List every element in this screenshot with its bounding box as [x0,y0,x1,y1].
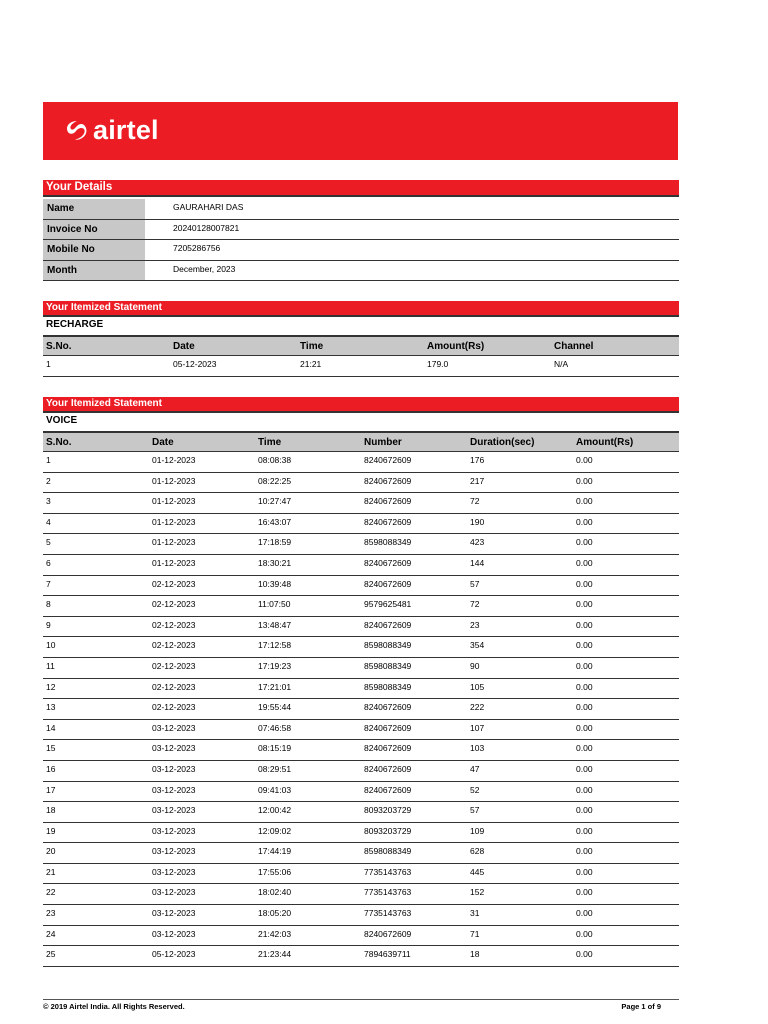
table-cell: 8240672609 [364,475,412,486]
table-cell: 222 [470,702,485,713]
table-cell: 7735143763 [364,908,412,919]
table-cell: 14 [46,722,56,733]
airtel-header-banner [43,102,678,160]
table-cell: 05-12-2023 [173,359,217,369]
table-cell: 176 [470,455,485,465]
table-cell: 03-12-2023 [152,908,196,919]
table-cell: 07:46:58 [258,722,292,733]
table-cell: 20 [46,846,56,857]
table-cell: 0.00 [576,825,593,836]
table-cell: 0.00 [576,928,593,939]
table-cell: 0.00 [576,846,593,857]
table-cell: 109 [470,825,485,836]
table-cell: 190 [470,516,485,527]
table-row [43,637,679,658]
table-row [43,555,679,576]
recharge-subtitle: RECHARGE [46,319,104,330]
table-cell: 17 [46,784,56,795]
details-value: 20240128007821 [173,222,240,233]
table-cell: 03-12-2023 [152,825,196,836]
table-cell: 5 [46,537,51,548]
table-cell: 01-12-2023 [152,475,196,486]
table-cell: 17:19:23 [258,660,292,671]
table-cell: 0.00 [576,743,593,754]
table-row [43,576,679,597]
table-row [43,658,679,679]
table-cell: 18 [470,949,480,960]
table-row [43,802,679,823]
table-cell: 1 [46,359,51,369]
table-cell: 8240672609 [364,455,412,465]
table-cell: 1 [46,455,51,465]
table-cell: 17:44:19 [258,846,292,857]
table-cell: 21:23:44 [258,949,292,960]
table-cell: 423 [470,537,485,548]
table-cell: 57 [470,805,480,816]
table-cell: 02-12-2023 [152,660,196,671]
column-header: Duration(sec) [470,437,535,448]
table-cell: 179.0 [427,359,449,369]
table-header [43,337,679,356]
table-cell: 03-12-2023 [152,866,196,877]
table-cell: 0.00 [576,496,593,507]
details-row [43,261,679,282]
table-row [43,699,679,720]
table-cell: 8240672609 [364,763,412,774]
table-cell: 17:18:59 [258,537,292,548]
table-cell: 0.00 [576,516,593,527]
table-cell: 8240672609 [364,702,412,713]
table-row [43,514,679,535]
column-header: Time [258,437,282,448]
table-cell: 0.00 [576,557,593,568]
table-cell: 02-12-2023 [152,640,196,651]
table-cell: 8598088349 [364,640,412,651]
column-header: Time [300,341,324,352]
table-row [43,679,679,700]
column-header: Date [152,437,174,448]
table-row [43,596,679,617]
table-cell: 10 [46,640,56,651]
table-cell: 0.00 [576,681,593,692]
table-cell: 09:41:03 [258,784,292,795]
table-cell: 03-12-2023 [152,784,196,795]
table-cell: 0.00 [576,805,593,816]
table-cell: 7735143763 [364,866,412,877]
table-cell: 0.00 [576,619,593,630]
table-cell: 11:07:50 [258,599,291,610]
table-cell: 02-12-2023 [152,702,196,713]
table-cell: 9579625481 [364,599,412,610]
table-row [43,356,679,377]
table-cell: 03-12-2023 [152,887,196,898]
details-label: Name [43,199,145,219]
table-cell: 17:12:58 [258,640,292,651]
table-cell: 0.00 [576,702,593,713]
table-cell: 0.00 [576,866,593,877]
table-cell: 8093203729 [364,825,412,836]
details-table [43,199,679,281]
column-header: Amount(Rs) [427,341,485,352]
table-cell: 6 [46,557,51,568]
airtel-logo-icon [63,118,89,142]
table-row [43,761,679,782]
table-row [43,740,679,761]
table-cell: 7 [46,578,51,589]
table-cell: 10:39:48 [258,578,292,589]
table-cell: 152 [470,887,485,898]
table-cell: 08:29:51 [258,763,292,774]
table-row [43,617,679,638]
table-cell: 21:42:03 [258,928,292,939]
table-row [43,884,679,905]
table-cell: 47 [470,763,480,774]
table-cell: 02-12-2023 [152,681,196,692]
table-row [43,782,679,803]
table-cell: 8240672609 [364,516,412,527]
table-cell: 8240672609 [364,557,412,568]
column-header: Number [364,437,402,448]
table-cell: 144 [470,557,485,568]
voice-table [43,431,679,967]
table-row [43,864,679,885]
table-cell: 18 [46,805,56,816]
table-cell: 15 [46,743,56,754]
column-header: Amount(Rs) [576,437,634,448]
table-cell: 18:05:20 [258,908,292,919]
table-cell: 08:22:25 [258,475,292,486]
table-row [43,946,679,967]
table-cell: 0.00 [576,949,593,960]
table-cell: 03-12-2023 [152,846,196,857]
table-cell: 0.00 [576,578,593,589]
table-cell: 3 [46,496,51,507]
table-cell: 21 [46,866,56,877]
table-cell: 0.00 [576,887,593,898]
table-header [43,433,679,452]
details-row [43,240,679,261]
recharge-section-header: Your Itemized Statement [43,301,679,317]
table-cell: 8093203729 [364,805,412,816]
details-row [43,220,679,241]
table-cell: 8 [46,599,51,610]
table-cell: 01-12-2023 [152,537,196,548]
details-label: Mobile No [43,240,145,260]
table-row [43,843,679,864]
table-cell: 13 [46,702,56,713]
table-cell: 90 [470,660,480,671]
table-cell: 03-12-2023 [152,743,196,754]
table-cell: 24 [46,928,56,939]
table-cell: 05-12-2023 [152,949,196,960]
table-cell: 8240672609 [364,743,412,754]
table-cell: 103 [470,743,485,754]
table-cell: 0.00 [576,475,593,486]
table-cell: 02-12-2023 [152,619,196,630]
table-cell: 19:55:44 [258,702,292,713]
table-cell: 71 [470,928,480,939]
table-cell: 2 [46,475,51,486]
table-cell: 0.00 [576,784,593,795]
table-cell: 03-12-2023 [152,805,196,816]
table-cell: 0.00 [576,722,593,733]
table-cell: 8598088349 [364,660,412,671]
airtel-logo [63,115,159,145]
table-cell: 8240672609 [364,722,412,733]
page-footer [43,999,679,1011]
table-cell: 0.00 [576,660,593,671]
table-cell: 03-12-2023 [152,763,196,774]
table-cell: 23 [46,908,56,919]
table-row [43,493,679,514]
table-row [43,905,679,926]
brand-name: airtel [93,115,159,145]
table-cell: 01-12-2023 [152,516,196,527]
table-row [43,452,679,473]
table-cell: 8598088349 [364,537,412,548]
table-cell: 72 [470,496,480,507]
table-cell: 628 [470,846,485,857]
table-cell: 8598088349 [364,681,412,692]
table-cell: 23 [470,619,480,630]
table-cell: 12:00:42 [258,805,292,816]
table-cell: 8240672609 [364,928,412,939]
table-cell: 25 [46,949,56,960]
table-cell: 354 [470,640,485,651]
table-cell: 03-12-2023 [152,722,196,733]
table-cell: 7735143763 [364,887,412,898]
table-cell: 08:15:19 [258,743,292,754]
recharge-table [43,335,679,377]
table-cell: 52 [470,784,480,795]
table-cell: 7894639711 [364,949,411,960]
table-cell: 31 [470,908,480,919]
table-cell: 22 [46,887,56,898]
table-cell: 17:55:06 [258,866,292,877]
table-cell: 17:21:01 [258,681,292,692]
table-cell: 13:48:47 [258,619,292,630]
table-cell: 4 [46,516,51,527]
table-cell: 21:21 [300,359,322,369]
table-cell: 8240672609 [364,784,412,795]
column-header: S.No. [46,437,72,448]
table-cell: 11 [46,660,55,671]
table-cell: 18:30:21 [258,557,292,568]
table-cell: 57 [470,578,480,589]
table-cell: 12 [46,681,56,692]
table-cell: 0.00 [576,599,593,610]
details-value: GAURAHARI DAS [173,202,244,212]
table-cell: 72 [470,599,480,610]
table-cell: 03-12-2023 [152,928,196,939]
column-header: S.No. [46,341,72,352]
column-header: Channel [554,341,594,352]
table-cell: 8240672609 [364,496,412,507]
table-cell: 107 [470,722,485,733]
table-cell: 217 [470,475,485,486]
table-cell: 8240672609 [364,619,412,630]
voice-subtitle: VOICE [46,415,78,426]
copyright-text: © 2019 Airtel India. All Rights Reserved. [43,1002,185,1011]
table-cell: N/A [554,359,569,369]
column-header: Date [173,341,195,352]
table-cell: 8240672609 [364,578,412,589]
table-cell: 9 [46,619,51,630]
table-cell: 10:27:47 [258,496,292,507]
your-details-header: Your Details [43,180,679,197]
table-cell: 16 [46,763,56,774]
table-cell: 0.00 [576,908,593,919]
table-cell: 12:09:02 [258,825,292,836]
table-cell: 8598088349 [364,846,412,857]
table-cell: 18:02:40 [258,887,292,898]
page-number: Page 1 of 9 [621,1002,661,1011]
table-cell: 08:08:38 [258,455,292,465]
table-cell: 0.00 [576,537,593,548]
table-cell: 0.00 [576,455,593,465]
table-cell: 02-12-2023 [152,599,196,610]
table-cell: 0.00 [576,640,593,651]
table-row [43,926,679,947]
details-label: Month [43,261,145,281]
table-row [43,534,679,555]
table-row [43,473,679,494]
details-row [43,199,679,220]
table-row [43,823,679,844]
table-row [43,720,679,741]
details-value: 7205286756 [173,243,221,253]
table-cell: 02-12-2023 [152,578,196,589]
voice-section-header: Your Itemized Statement [43,397,679,413]
details-label: Invoice No [43,220,145,240]
table-cell: 01-12-2023 [152,455,196,465]
table-cell: 105 [470,681,485,692]
table-cell: 0.00 [576,763,593,774]
table-cell: 445 [470,866,485,877]
table-cell: 01-12-2023 [152,496,196,507]
table-cell: 16:43:07 [258,516,292,527]
table-cell: 19 [46,825,56,836]
table-cell: 01-12-2023 [152,557,196,568]
details-value: December, 2023 [173,263,236,274]
